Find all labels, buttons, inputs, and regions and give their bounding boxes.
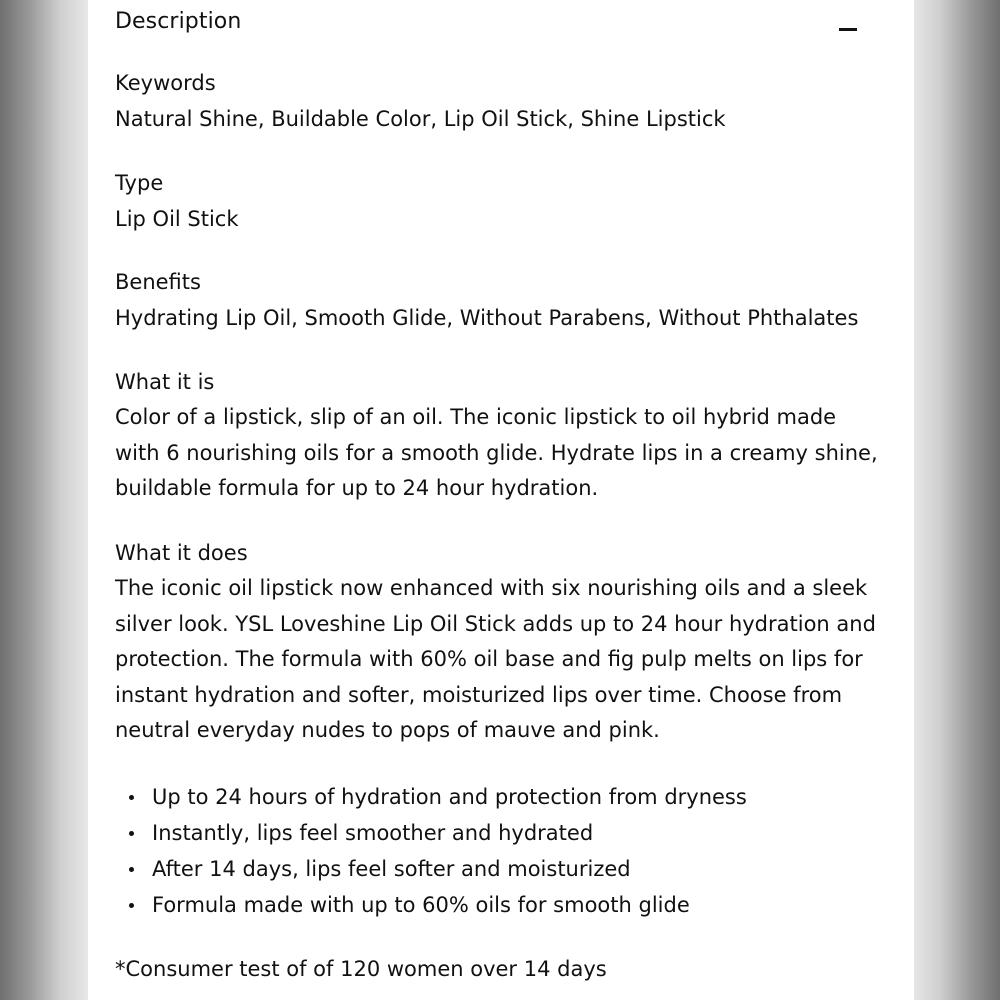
- what-it-does-label: What it does: [115, 541, 248, 565]
- what-it-does-line: neutral everyday nudes to pops of mauve and pink.: [115, 718, 660, 742]
- type-section: [115, 165, 895, 237]
- keywords-label: Keywords: [115, 71, 216, 95]
- what-it-is-line: buildable formula for up to 24 hour hydration.: [115, 476, 599, 500]
- what-it-does-line: The iconic oil lipstick now enhanced with six nourishing oils and a sleek: [115, 576, 868, 600]
- benefits-label: Benefits: [115, 270, 201, 294]
- type-value: Lip Oil Stick: [115, 207, 239, 231]
- what-it-does-line: instant hydration and softer, moisturized lips over time. Choose from: [115, 682, 843, 707]
- benefits-bullet-list: [115, 779, 895, 923]
- bullet-item: Formula made with up to 60% oils for smooth glide: [115, 887, 895, 923]
- what-it-does-section: [115, 535, 895, 749]
- keywords-value: Natural Shine, Buildable Color, Lip Oil Stick, Shine Lipstick: [115, 107, 726, 131]
- type-label: Type: [115, 171, 164, 195]
- footnote: *Consumer test of of 120 women over 14 days: [115, 957, 607, 981]
- what-it-is-label: What it is: [115, 370, 215, 394]
- benefits-value: Hydrating Lip Oil, Smooth Glide, Without Parabens, Without Phthalates: [115, 306, 859, 330]
- description-title: Description: [115, 9, 242, 34]
- what-it-is-section: [115, 364, 895, 507]
- what-it-does-line: silver look. YSL Loveshine Lip Oil Stick adds up to 24 hour hydration and: [115, 611, 876, 636]
- what-it-is-line: with 6 nourishing oils for a smooth glide. Hydrate lips in a creamy shine,: [115, 440, 878, 465]
- keywords-section: [115, 65, 895, 137]
- what-it-is-line: Color of a lipstick, slip of an oil. The iconic lipstick to oil hybrid made: [115, 405, 837, 429]
- bullet-item: Up to 24 hours of hydration and protection from dryness: [115, 779, 895, 815]
- description-panel: [88, 0, 914, 1000]
- description-header[interactable]: [115, 8, 857, 44]
- what-it-does-line: protection. The formula with 60% oil base and fig pulp melts on lips for: [115, 647, 863, 671]
- minus-icon[interactable]: [839, 28, 857, 31]
- bullet-item: Instantly, lips feel smoother and hydrated: [115, 815, 895, 851]
- footnote-section: [115, 951, 895, 987]
- benefits-section: [115, 264, 895, 336]
- bullet-item: After 14 days, lips feel softer and moisturized: [115, 851, 895, 887]
